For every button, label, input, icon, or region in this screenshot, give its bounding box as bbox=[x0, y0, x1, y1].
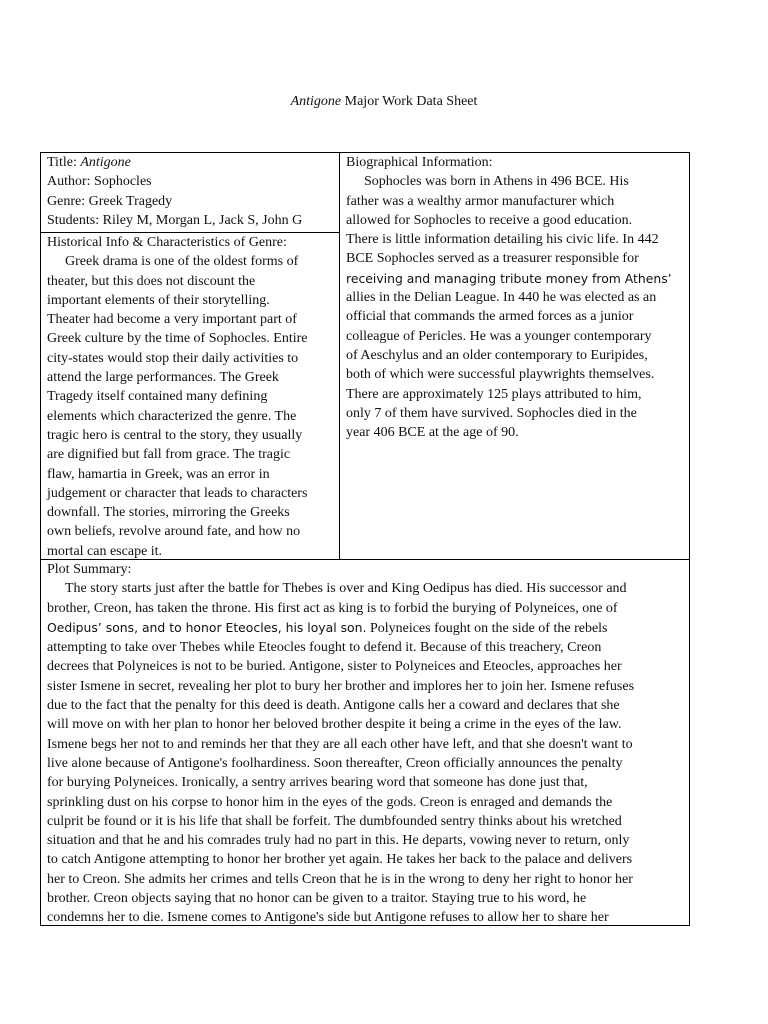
plot-line: brother. Creon objects saying that no honor can be given to a traitor. Staying true to his word, he bbox=[47, 891, 587, 907]
plot-line: for burying Polyneices. Ironically, a sentry arrives bearing word that someone has done just that, bbox=[47, 775, 588, 791]
plot-line-mixed bbox=[47, 618, 683, 638]
historical-line: Theater had become a very important part of bbox=[47, 312, 297, 328]
biographical-heading: Biographical Information: bbox=[346, 155, 493, 170]
author-line: Author: Sophocles bbox=[47, 174, 152, 190]
title-line bbox=[47, 153, 333, 172]
plot-line: condemns her to die. Ismene comes to Antigone's side but Antigone refuses to allow her to share her bbox=[47, 910, 609, 926]
biographical-line: only 7 of them have survived. Sophocles died in the bbox=[346, 405, 637, 421]
historical-heading: Historical Info & Characteristics of Genre: bbox=[47, 235, 287, 250]
plot-line: Ismene begs her not to and reminds her that they are all each other have left, and that she doesn't want to bbox=[47, 736, 633, 752]
plot-line: culprit be found or it is his life that shall be forfeit. The dumbfounded sentry thinks about his wretched bbox=[47, 813, 622, 829]
biographical-line: official that commands the armed forces as a junior bbox=[346, 309, 634, 325]
biographical-line: Sophocles was born in Athens in 496 BCE. His bbox=[364, 174, 629, 190]
plot-line: decrees that Polyneices is not to be buried. Antigone, sister to Polyneices and Eteocles, approaches her bbox=[47, 659, 622, 675]
historical-line: tragic hero is central to the story, they usually bbox=[47, 427, 303, 443]
historical-line: downfall. The stories, mirroring the Greeks bbox=[47, 505, 290, 521]
historical-line: elements which characterized the genre. The bbox=[47, 408, 297, 424]
biographical-line: father was a wealthy armor manufacturer which bbox=[346, 193, 615, 209]
title-value: Antigone bbox=[80, 155, 131, 170]
plot-summary-cell bbox=[41, 560, 689, 926]
historical-line: own beliefs, revolve around fate, and how no bbox=[47, 524, 301, 540]
plot-line: to catch Antigone attempting to honor her brother yet again. He takes her back to the palace and delivers bbox=[47, 852, 633, 868]
historical-line: Greek culture by the time of Sophocles. Entire bbox=[47, 331, 308, 347]
biographical-line: receiving and managing tribute money from Athens’ bbox=[346, 270, 672, 286]
plot-line: brother, Creon, has taken the throne. His first act as king is to forbid the burying of Polyneices, one of bbox=[47, 600, 618, 616]
biographical-line: BCE Sophocles served as a treasurer responsible for bbox=[346, 251, 639, 267]
plot-line: attempting to take over Thebes while Eteocles fought to defend it. Because of this treachery, Creon bbox=[47, 640, 602, 656]
page-title bbox=[0, 92, 768, 112]
biographical-line: allies in the Delian League. In 440 he was elected as an bbox=[346, 290, 657, 306]
biographical-line: There are approximately 125 plays attributed to him, bbox=[346, 386, 642, 402]
plot-line: The story starts just after the battle for Thebes is over and King Oedipus has died. His successor and bbox=[65, 581, 627, 597]
students-line: Students: Riley M, Morgan L, Jack S, John G bbox=[47, 212, 303, 228]
historical-line: city-states would stop their daily activities to bbox=[47, 350, 299, 366]
plot-heading: Plot Summary: bbox=[47, 562, 132, 577]
historical-line: Tragedy itself contained many defining bbox=[47, 389, 268, 405]
historical-line: important elements of their storytelling. bbox=[47, 292, 270, 308]
historical-line: Greek drama is one of the oldest forms of bbox=[65, 254, 299, 270]
page-title-italic: Antigone bbox=[290, 94, 342, 109]
plot-line: due to the fact that the penalty for this deed is death. Antigone calls her a coward and declares that she bbox=[47, 698, 620, 714]
historical-info-cell bbox=[41, 233, 339, 559]
plot-line-segment: Polyneices fought on the side of the rebels bbox=[366, 620, 608, 636]
biographical-line: allowed for Sophocles to receive a good education. bbox=[346, 212, 633, 228]
biographical-line: colleague of Pericles. He was a younger contemporary bbox=[346, 328, 652, 344]
meta-cell bbox=[41, 153, 339, 232]
page-title-rest: Major Work Data Sheet bbox=[341, 94, 478, 109]
plot-line: will move on with her plan to honor her beloved brother despite it being a crime in the eyes of the law. bbox=[47, 717, 622, 733]
historical-line: judgement or character that leads to characters bbox=[47, 485, 308, 501]
biographical-line: of Aeschylus and an older contemporary to Euripides, bbox=[346, 347, 648, 363]
historical-line: attend the large performances. The Greek bbox=[47, 370, 279, 386]
biographical-line: both of which were successful playwrights themselves. bbox=[346, 367, 655, 383]
biographical-line: year 406 BCE at the age of 90. bbox=[346, 425, 519, 441]
title-label: Title: bbox=[47, 155, 81, 170]
historical-line: are dignified but fall from grace. The tragic bbox=[47, 447, 291, 463]
biographical-line: There is little information detailing his civic life. In 442 bbox=[346, 232, 659, 248]
historical-line: mortal can escape it. bbox=[47, 543, 163, 559]
data-sheet-table bbox=[40, 152, 690, 926]
plot-line: her to Creon. She admits her crimes and tells Creon that he is in the wrong to deny her right to honor her bbox=[47, 871, 633, 887]
historical-line: theater, but this does not discount the bbox=[47, 273, 256, 289]
genre-line: Genre: Greek Tragedy bbox=[47, 193, 173, 209]
historical-line: flaw, hamartia in Greek, was an error in bbox=[47, 466, 270, 482]
plot-line: situation and that he and his comrades truly had no part in this. He departs, vowing never to return, only bbox=[47, 833, 630, 849]
plot-line: sprinkling dust on his corpse to honor him in the eyes of the gods. Creon is enraged and demands the bbox=[47, 794, 613, 810]
plot-line: live alone because of Antigone's foolhardiness. Soon thereafter, Creon officially announces the penalty bbox=[47, 755, 623, 771]
plot-line-segment: Oedipus’ sons, and to honor Eteocles, his loyal son. bbox=[47, 619, 367, 635]
plot-line: sister Ismene in secret, revealing her plot to bury her brother and implores her to join her. Ismene refuses bbox=[47, 678, 635, 694]
biographical-info-cell bbox=[340, 153, 689, 559]
